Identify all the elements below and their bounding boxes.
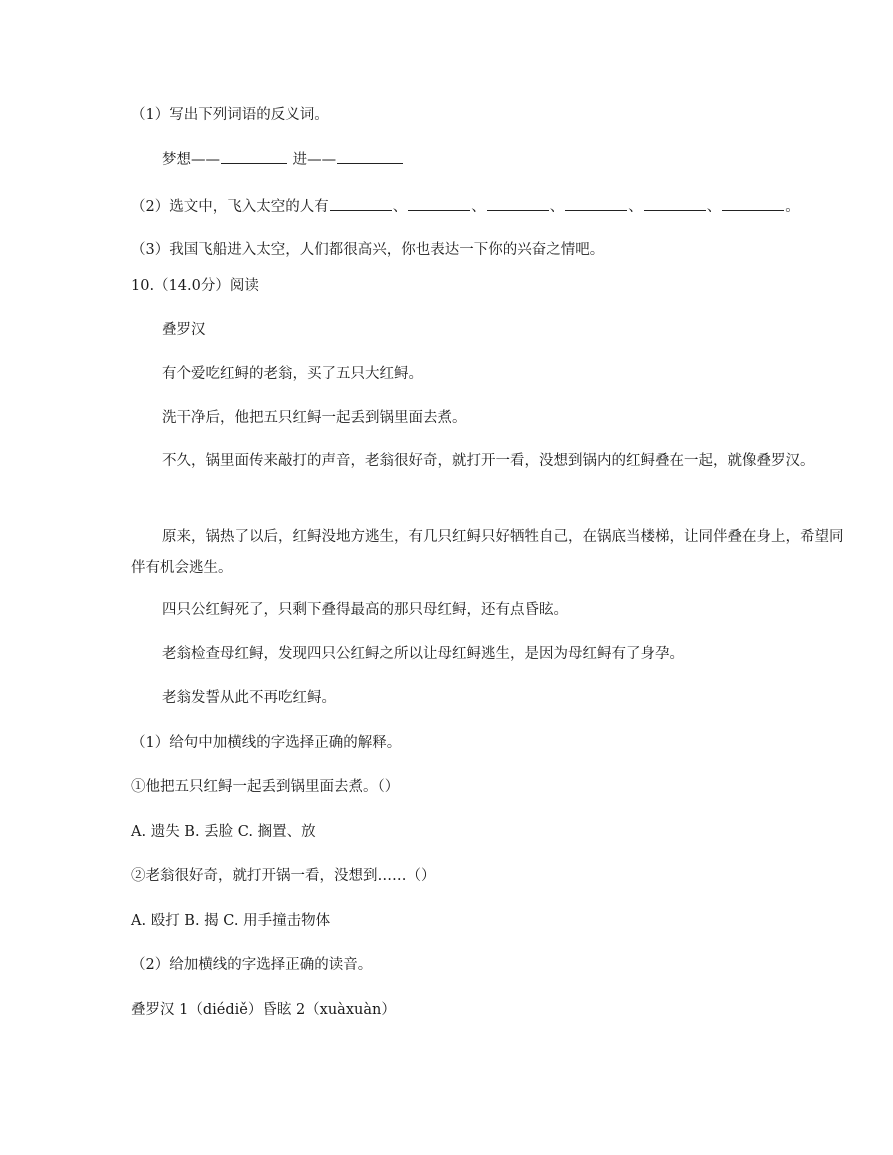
story-paragraph: 原来，锅热了以后，红鲟没地方逃生，有几只红鲟只好牺牲自己，在锅底当楼梯，让同伴叠在身上，希望同伴有机会逃生。 [131, 529, 844, 576]
answer-blank[interactable] [722, 196, 784, 211]
answer-blank[interactable] [408, 196, 470, 211]
separator: 、 [628, 199, 643, 215]
separator: 、 [471, 199, 486, 215]
q9-sub1-antonyms [0, 149, 853, 170]
antonym-word-1: 梦想—— [162, 152, 220, 168]
q10-item1: ①他把五只红鲟一起丢到锅里面去煮。（） [131, 779, 400, 795]
answer-blank[interactable] [221, 149, 287, 164]
q10-sub2: （2）给加横线的字选择正确的读音。 [131, 957, 373, 973]
q9-sub3: （3）我国飞船进入太空，人们都很高兴，你也表达一下你的兴奋之情吧。 [131, 242, 605, 258]
answer-blank[interactable] [487, 196, 549, 211]
story-paragraph: 老翁检查母红鲟，发现四只公红鲟之所以让母红鲟逃生，是因为母红鲟有了身孕。 [162, 646, 684, 662]
separator: 、 [549, 199, 565, 215]
q9-sub2-end: 。 [785, 199, 800, 215]
answer-blank[interactable] [330, 196, 392, 211]
separator: 、 [706, 199, 722, 215]
story-paragraph: 老翁发誓从此不再吃红鲟。 [162, 690, 336, 706]
q10-item2: ②老翁很好奇，就打开锅一看，没想到……（） [131, 868, 436, 884]
story-title: 叠罗汉 [162, 322, 206, 338]
story-paragraph: 有个爱吃红鲟的老翁，买了五只大红鲟。 [162, 366, 423, 382]
answer-blank[interactable] [565, 196, 627, 211]
q10-sub2-line: 叠罗汉 1（diédiě）昏眩 2（xuàxuàn） [131, 1002, 396, 1018]
q10-item1-options: A. 遗失 B. 丢脸 C. 搁置、放 [131, 824, 316, 840]
story-paragraph: 四只公红鲟死了，只剩下叠得最高的那只母红鲟，还有点昏眩。 [162, 602, 568, 618]
story-paragraph: 不久，锅里面传来敲打的声音，老翁很好奇，就打开一看，没想到锅内的红鲟叠在一起，就像叠罗汉。 [162, 453, 815, 469]
answer-blank[interactable] [644, 196, 706, 211]
q10-header: 10.（14.0分）阅读 [131, 278, 259, 294]
q10-item2-options: A. 殴打 B. 揭 C. 用手撞击物体 [131, 913, 331, 929]
antonym-word-2: 进—— [292, 152, 337, 168]
separator: 、 [392, 199, 408, 215]
q9-sub2 [0, 196, 853, 217]
q9-sub2-prefix: （2）选文中，飞入太空的人有 [131, 199, 329, 215]
q9-sub1: （1）写出下列词语的反义词。 [131, 107, 329, 123]
story-paragraph: 洗干净后，他把五只红鲟一起丢到锅里面去煮。 [162, 410, 467, 426]
q10-sub1: （1）给句中加横线的字选择正确的解释。 [131, 735, 402, 751]
answer-blank[interactable] [337, 149, 403, 164]
